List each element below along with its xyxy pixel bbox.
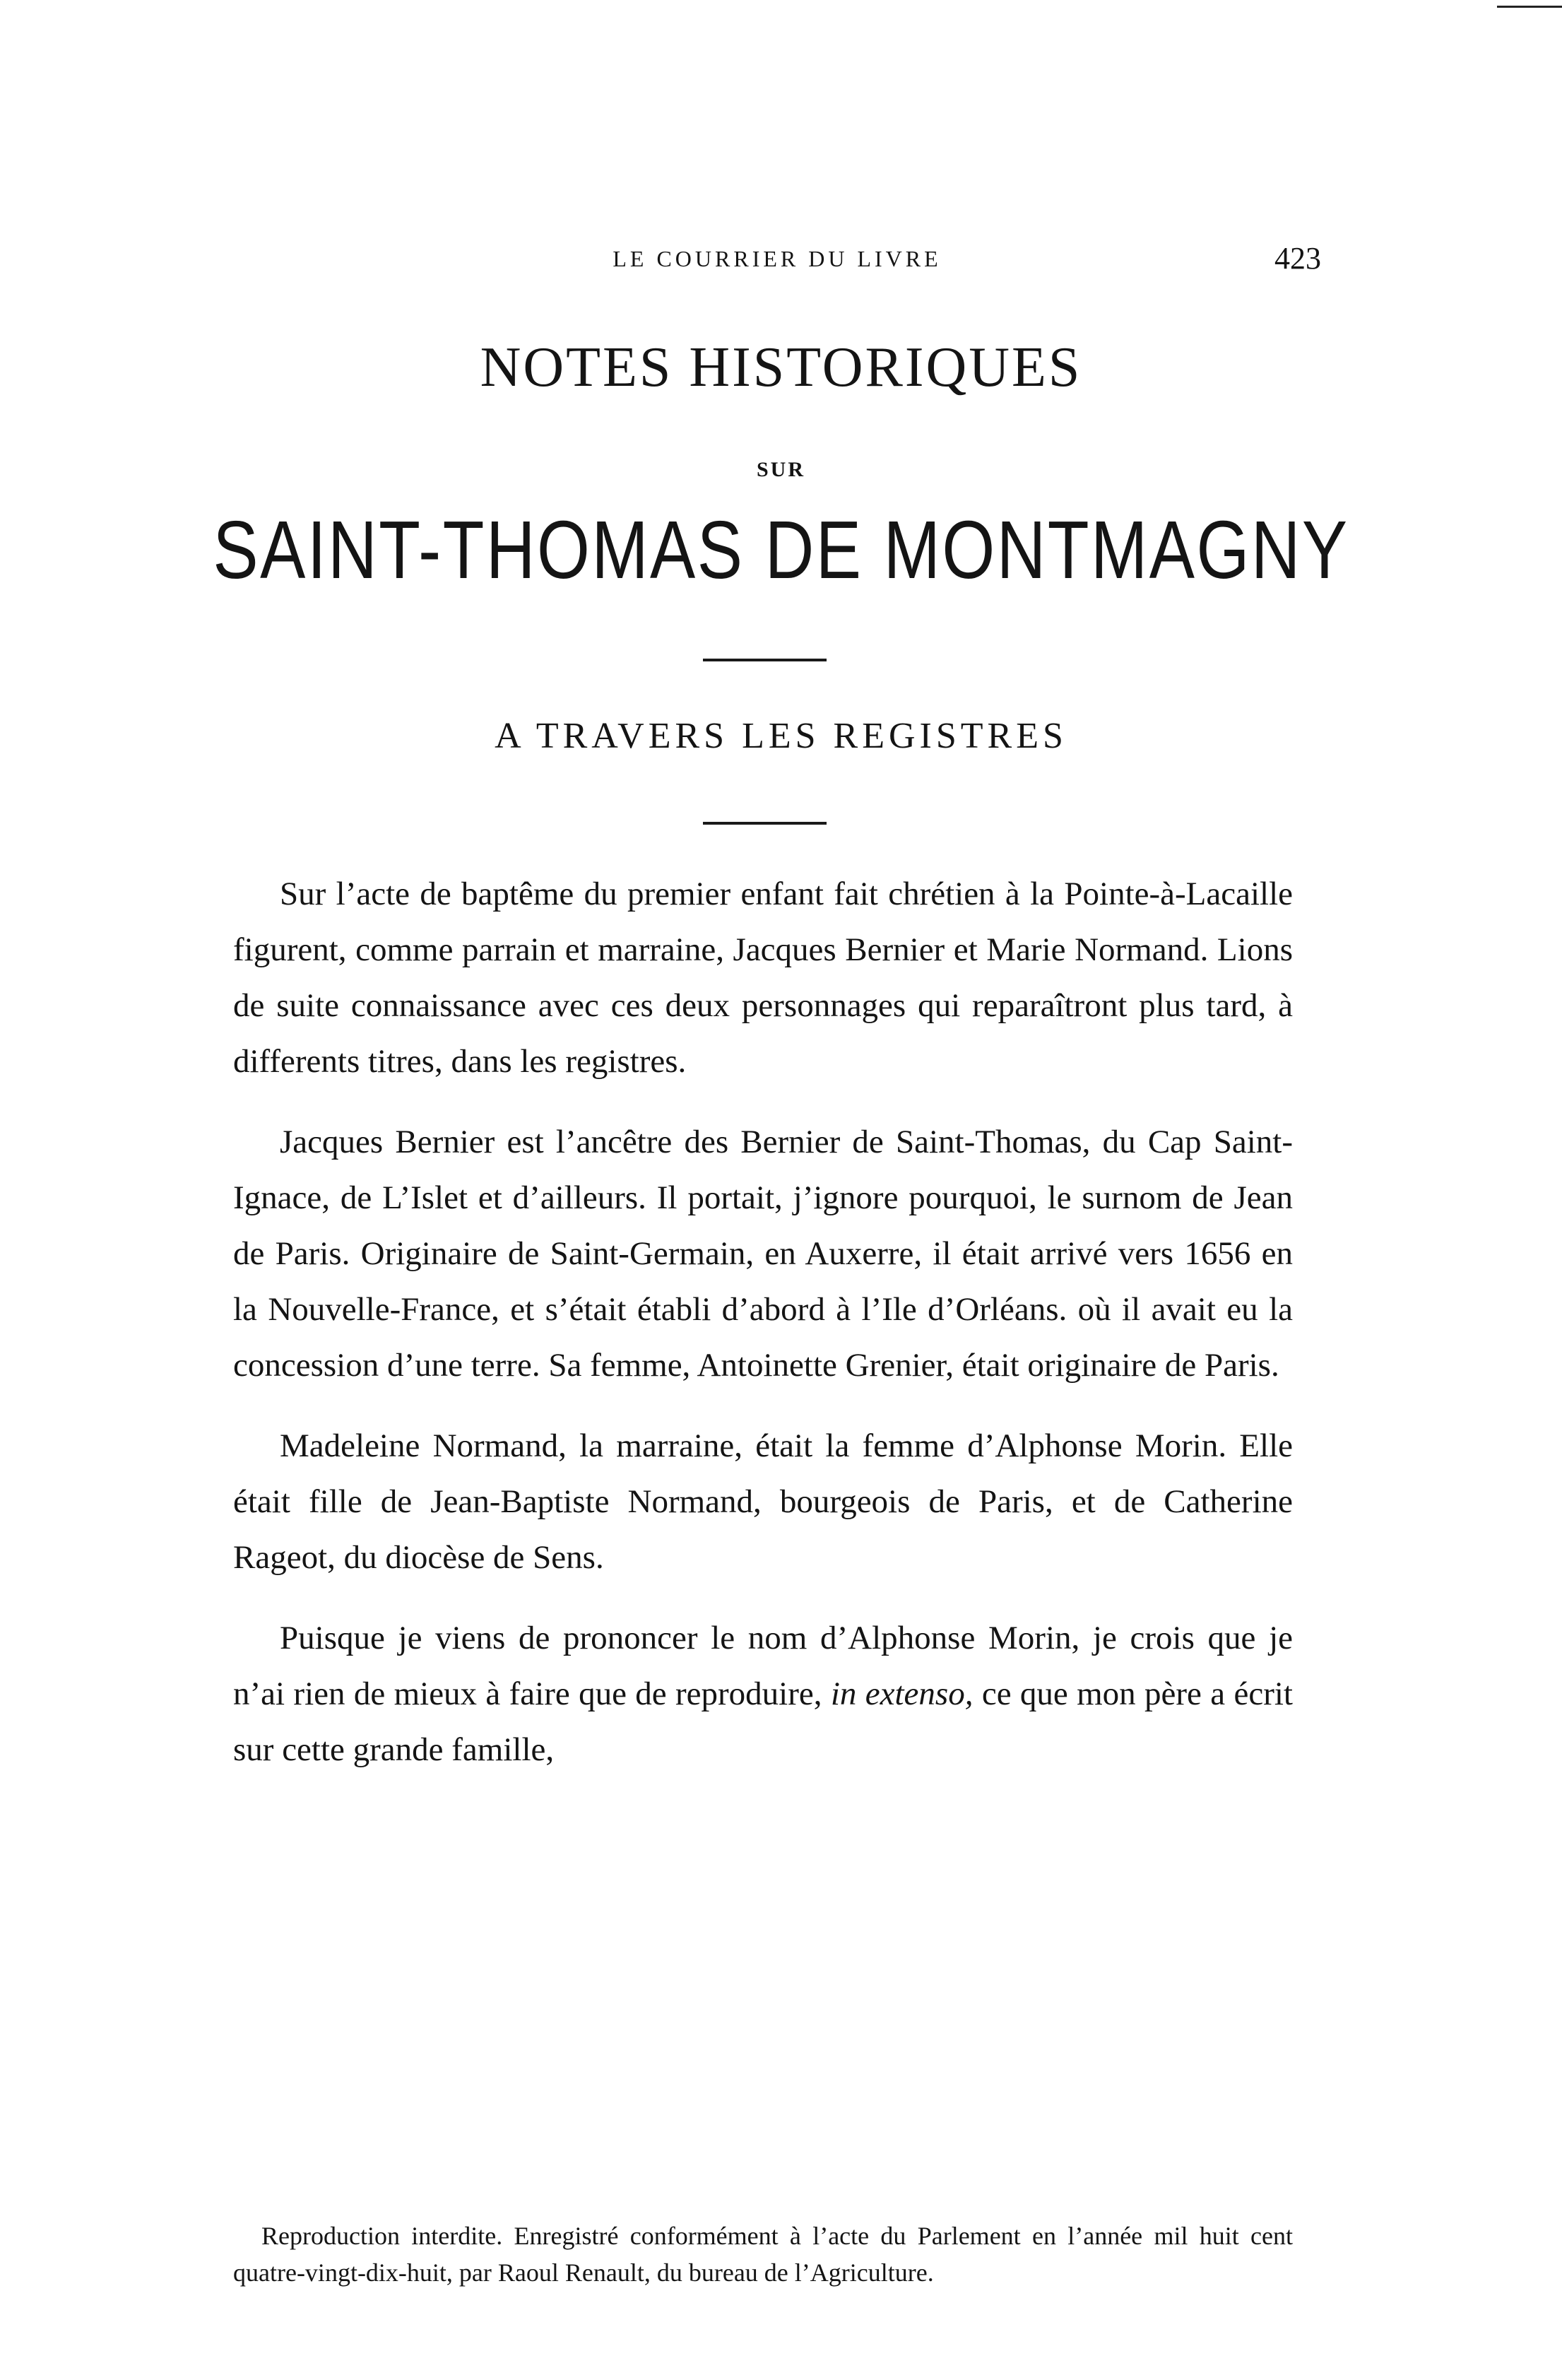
paragraph-4-italic: in extenso, — [830, 1675, 974, 1712]
paragraph-4-text-start: Puisque je viens de prononcer le nom d’Alphonse Morin, je crois que je n’ai rien de mieux à faire que de reproduire, — [233, 1620, 1293, 1712]
title-divider-bottom — [703, 822, 827, 825]
article-subtitle: A TRAVERS LES REGISTRES — [495, 716, 1067, 756]
copyright-footnote: Reproduction interdite. Enregistré conformément à l’acte du Parlement en l’année mil huit cent quatre-vingt-dix-huit, par Raoul Renault, du bureau de l’Agriculture. — [233, 2222, 1293, 2287]
article-title-line-1: NOTES HISTORIQUES — [480, 336, 1082, 399]
paragraph-2: Jacques Bernier est l’ancêtre des Bernier de Saint-Thomas, du Cap Saint-Ignace, de L’Islet et d’ailleurs. Il portait, j’ignore pourquoi, le surnom de Jean de Paris. Originaire de Saint-Germain, en Auxerre, il était arrivé vers 1656 en la Nouvelle-France, et s’était établi d’abord à l’Ile d’Orléans. où il avait eu la concession d’une terre. Sa femme, Antoinette Grenier, était originaire de Paris. — [233, 1124, 1293, 1384]
article-title-connector: SUR — [756, 458, 805, 481]
paragraph-3: Madeleine Normand, la marraine, était la femme d’Alphonse Morin. Elle était fille de Jean-Baptiste Normand, bourgeois de Paris, et de Catherine Rageot, du diocèse de Sens. — [233, 1427, 1293, 1576]
running-head-title: LE COURRIER DU LIVRE — [613, 246, 942, 271]
article-main-title: SAINT-THOMAS DE MONTMAGNY — [213, 504, 1349, 596]
paragraph-4 — [233, 1610, 1293, 1778]
page-number: 423 — [1274, 241, 1321, 276]
running-head — [233, 240, 1321, 283]
scan-edge-line — [1497, 6, 1562, 8]
paragraph-4-text-end: ce que mon père a écrit sur cette grande famille, — [233, 1675, 1293, 1768]
title-divider-top — [703, 659, 827, 661]
paragraph-1: Sur l’acte de baptême du premier enfant fait chrétien à la Pointe-à-Lacaille figurent, comme parrain et marraine, Jacques Bernier et Marie Normand. Lions de suite connaissance avec ces deux personnages qui reparaîtront plus tard, à differents titres, dans les registres. — [233, 876, 1293, 1080]
article-body — [233, 866, 1293, 1803]
